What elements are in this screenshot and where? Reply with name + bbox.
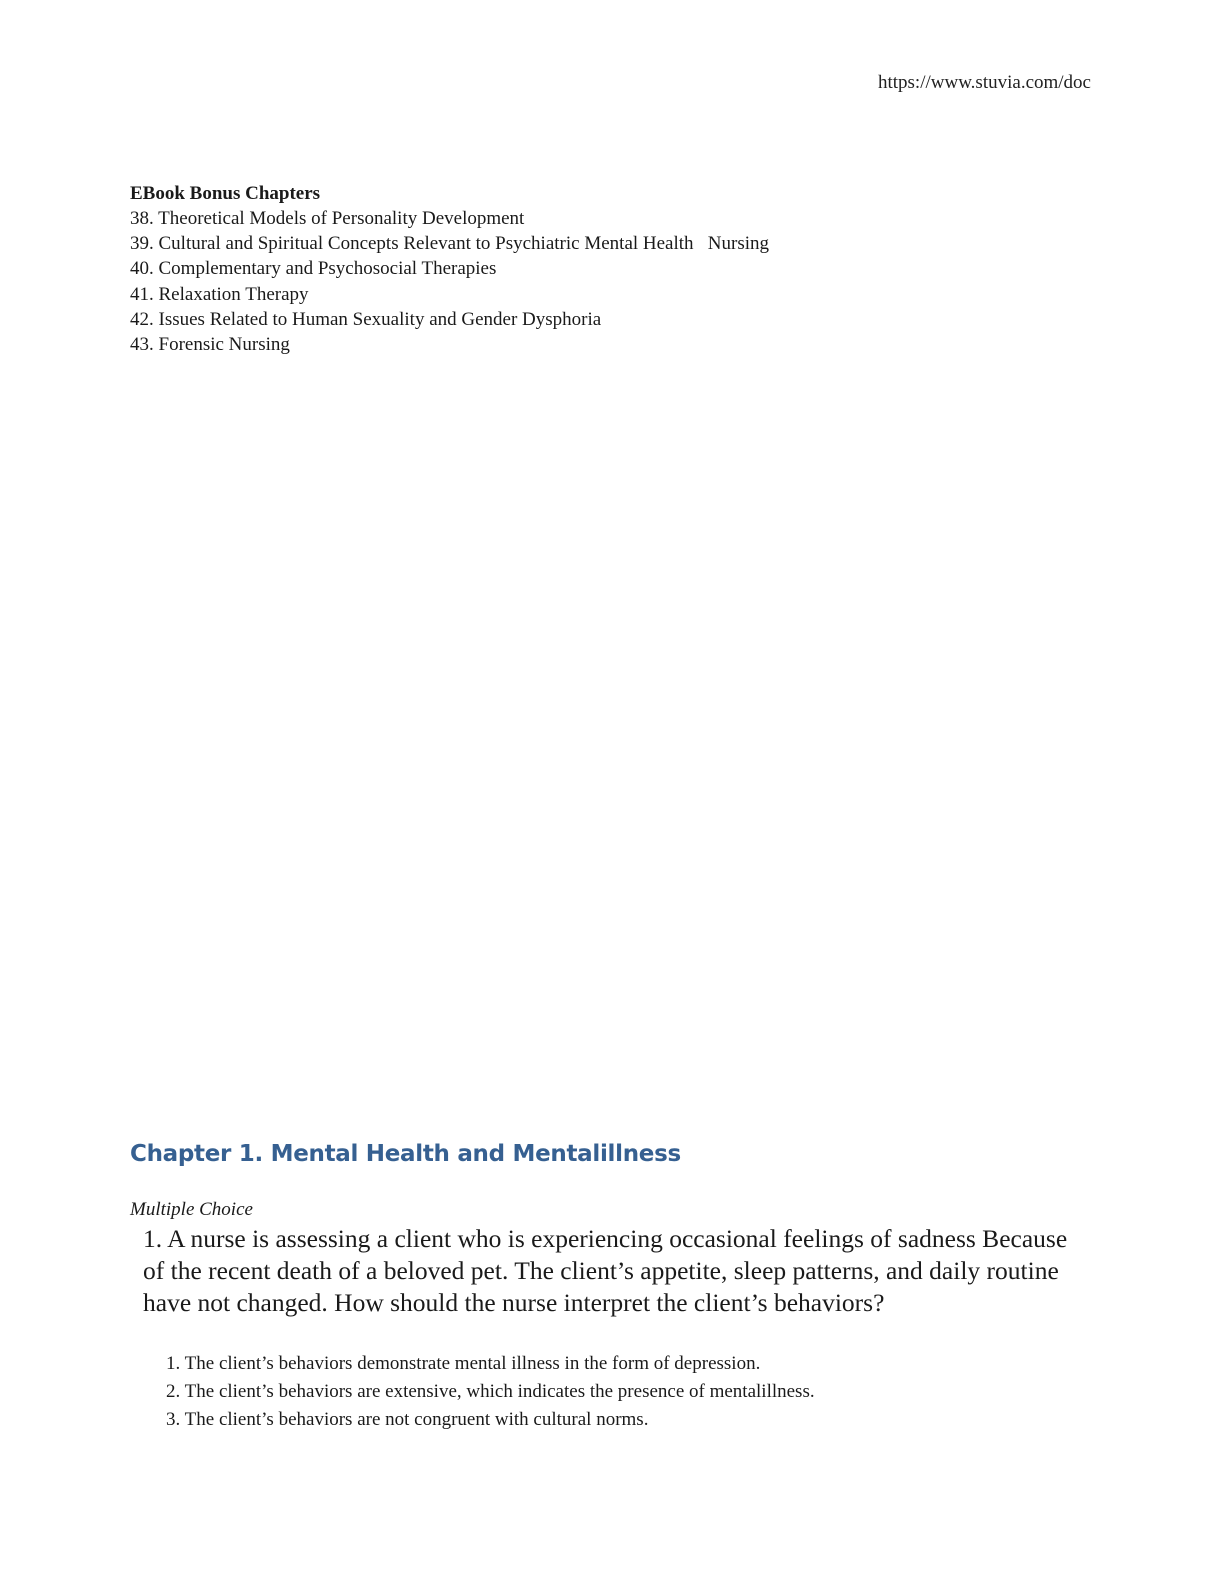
answer-option: 1. The client’s behaviors demonstrate mental illness in the form of depression. (166, 1353, 761, 1374)
answer-options (166, 1350, 815, 1434)
bonus-chapters-section (130, 181, 1030, 357)
answer-option: 2. The client’s behaviors are extensive, which indicates the presence of mentalillness. (166, 1381, 815, 1402)
bonus-chapter-item: 38. Theoretical Models of Personality Development (130, 208, 525, 229)
bonus-chapters-list (130, 206, 1030, 357)
bonus-chapter-item: 40. Complementary and Psychosocial Therapies (130, 258, 497, 280)
bonus-chapter-item: 39. Cultural and Spiritual Concepts Relevant to Psychiatric Mental Health Nursing (130, 233, 770, 255)
chapter-title: Chapter 1. Mental Health and Mentalillness (130, 1141, 681, 1167)
bonus-chapter-item: 41. Relaxation Therapy (130, 283, 309, 305)
section-label: Multiple Choice (130, 1199, 253, 1220)
answer-option: 3. The client’s behaviors are not congruent with cultural norms. (166, 1409, 649, 1430)
bonus-chapter-item: 43. Forensic Nursing (130, 334, 290, 356)
question-text: 1. A nurse is assessing a client who is experiencing occasional feelings of sadness Because of the recent death of a beloved pet. The client’s appetite, sleep patterns, and daily routine have not changed. How should the nurse interpret the client’s behaviors? (143, 1224, 1068, 1318)
bonus-chapters-title: EBook Bonus Chapters (130, 183, 321, 204)
header-url: https://www.stuvia.com/doc (877, 72, 1091, 93)
bonus-chapter-item: 42. Issues Related to Human Sexuality and Gender Dysphoria (130, 308, 602, 330)
